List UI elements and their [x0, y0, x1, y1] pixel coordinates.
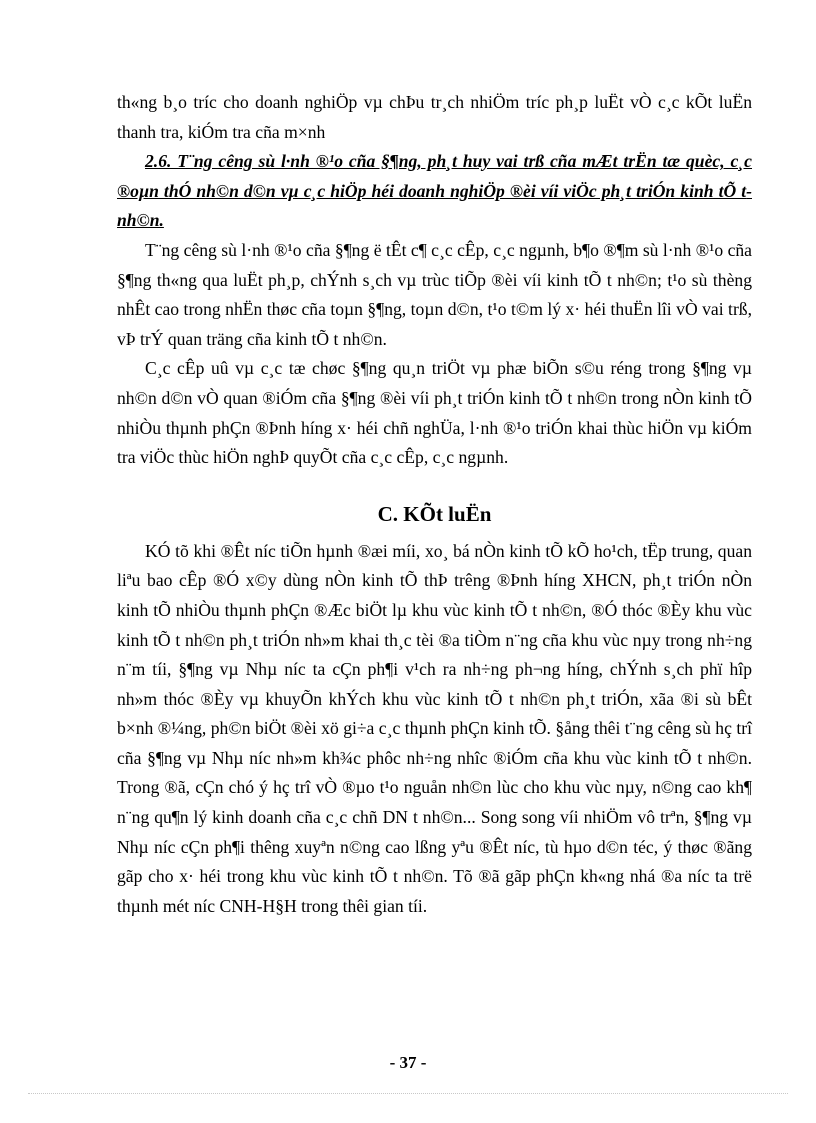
paragraph-conclusion: KÓ tõ khi ®Êt níc tiÕn hµnh ®æi míi, xo¸ bá nÒn kinh tÕ kÕ ho¹ch, tËp trung, quan liªu bao cÊp ®Ó x©y dùng nÒn kinh tÕ thÞ trêng ®Þnh híng XHCN, ph¸t triÓn nÒn kinh tÕ nhiÒu thµnh phÇn ®Æc biÖt lµ khu vùc kinh tÕ t nh©n, ®Ó thóc ®Èy khu vùc kinh tÕ t nh©n ph¸t triÓn nh»m khai th¸c tèi ®a tiÒm n¨ng cña khu vùc nµy trong nh÷ng n¨m tíi, §¶ng vµ Nhµ níc ta cÇn ph¶i v¹ch ra nh÷ng ph¬ng híng, chÝnh s¸ch phï hîp nh»m thóc ®Èy vµ khuyÕn khÝch khu vùc kinh tÕ t nh©n ph¸t triÓn, xãa ®i sù bÊt b×nh ®¼ng, ph©n biÖt ®èi xö gi÷a c¸c thµnh phÇn kinh tÕ. §ång thêi t¨ng cêng sù hç trî cña §¶ng vµ Nhµ níc nh»m kh¾c phôc nh÷ng nhîc ®iÓm cña khu vùc kinh tÕ t nh©n. Trong ®ã, cÇn chó ý hç trî vÒ ®µo t¹o nguån nh©n lùc cho khu vùc nµy, n©ng cao kh¶ n¨ng qu¶n lý kinh doanh cña c¸c chñ DN t nh©n... Song song víi nhiÖm vô trªn, §¶ng vµ Nhµ níc cÇn ph¶i thêng xuyªn n©ng cao lßng yªu ®Êt níc, tù hµo d©n téc, ý thøc ®ãng gãp cho x· héi trong khu vùc kinh tÕ t nh©n. Tõ ®ã gãp phÇn kh«ng nhá ®a níc ta trë thµnh mét níc CNH-H§H trong thêi gian tíi.	[117, 540, 752, 916]
page-number: - 37 -	[389, 1053, 427, 1072]
section-heading-2-6: 2.6. T¨ng cêng sù l·nh ®¹o cña §¶ng, ph¸t huy vai trß cña mÆt trËn tæ quèc, c¸c ®oµn thÓ nh©n d©n vµ c¸c hiÖp héi doanh nghiÖp ®èi víi viÖc ph¸t triÓn kinh tÕ t nh©n.	[117, 151, 752, 231]
paragraph-continuation: th«ng b¸o tríc cho doanh nghiÖp vµ chÞu tr¸ch nhiÖm tríc ph¸p luËt vÒ c¸c kÕt luËn thanh tra, kiÓm tra cña m×nh	[117, 92, 752, 142]
footer-divider	[28, 1093, 788, 1094]
conclusion-title: C. KÕt luËn	[377, 501, 492, 526]
paragraph-party-committees: C¸c cÊp uû vµ c¸c tæ chøc §¶ng qu¸n triÖt vµ phæ biÕn s©u réng trong §¶ng vµ nh©n d©n vÒ quan ®iÓm cña §¶ng ®èi víi ph¸t triÓn kinh tÕ t nh©n trong nÒn kinh tÕ nhiÒu thµnh phÇn ®Þnh híng x· héi chñ nghÜa, l·nh ®¹o triÓn khai thùc hiÖn vµ kiÓm tra viÖc thùc hiÖn nghÞ quyÕt cña c¸c cÊp, c¸c ngµnh.	[117, 358, 752, 468]
paragraph-party-leadership: T¨ng cêng sù l·nh ®¹o cña §¶ng ë tÊt c¶ c¸c cÊp, c¸c ngµnh, b¶o ®¶m sù l·nh ®¹o cña §¶ng th«ng qua luËt ph¸p, chÝnh s¸ch vµ trùc tiÕp ®èi víi kinh tÕ t nh©n; t¹o sù thèng nhÊt cao trong nhËn thøc cña toµn §¶ng, toµn d©n, t¹o t©m lý x· héi thuËn lîi vÒ vai trß, vÞ trÝ quan träng cña kinh tÕ t nh©n.	[117, 239, 752, 349]
page-body	[117, 88, 752, 921]
